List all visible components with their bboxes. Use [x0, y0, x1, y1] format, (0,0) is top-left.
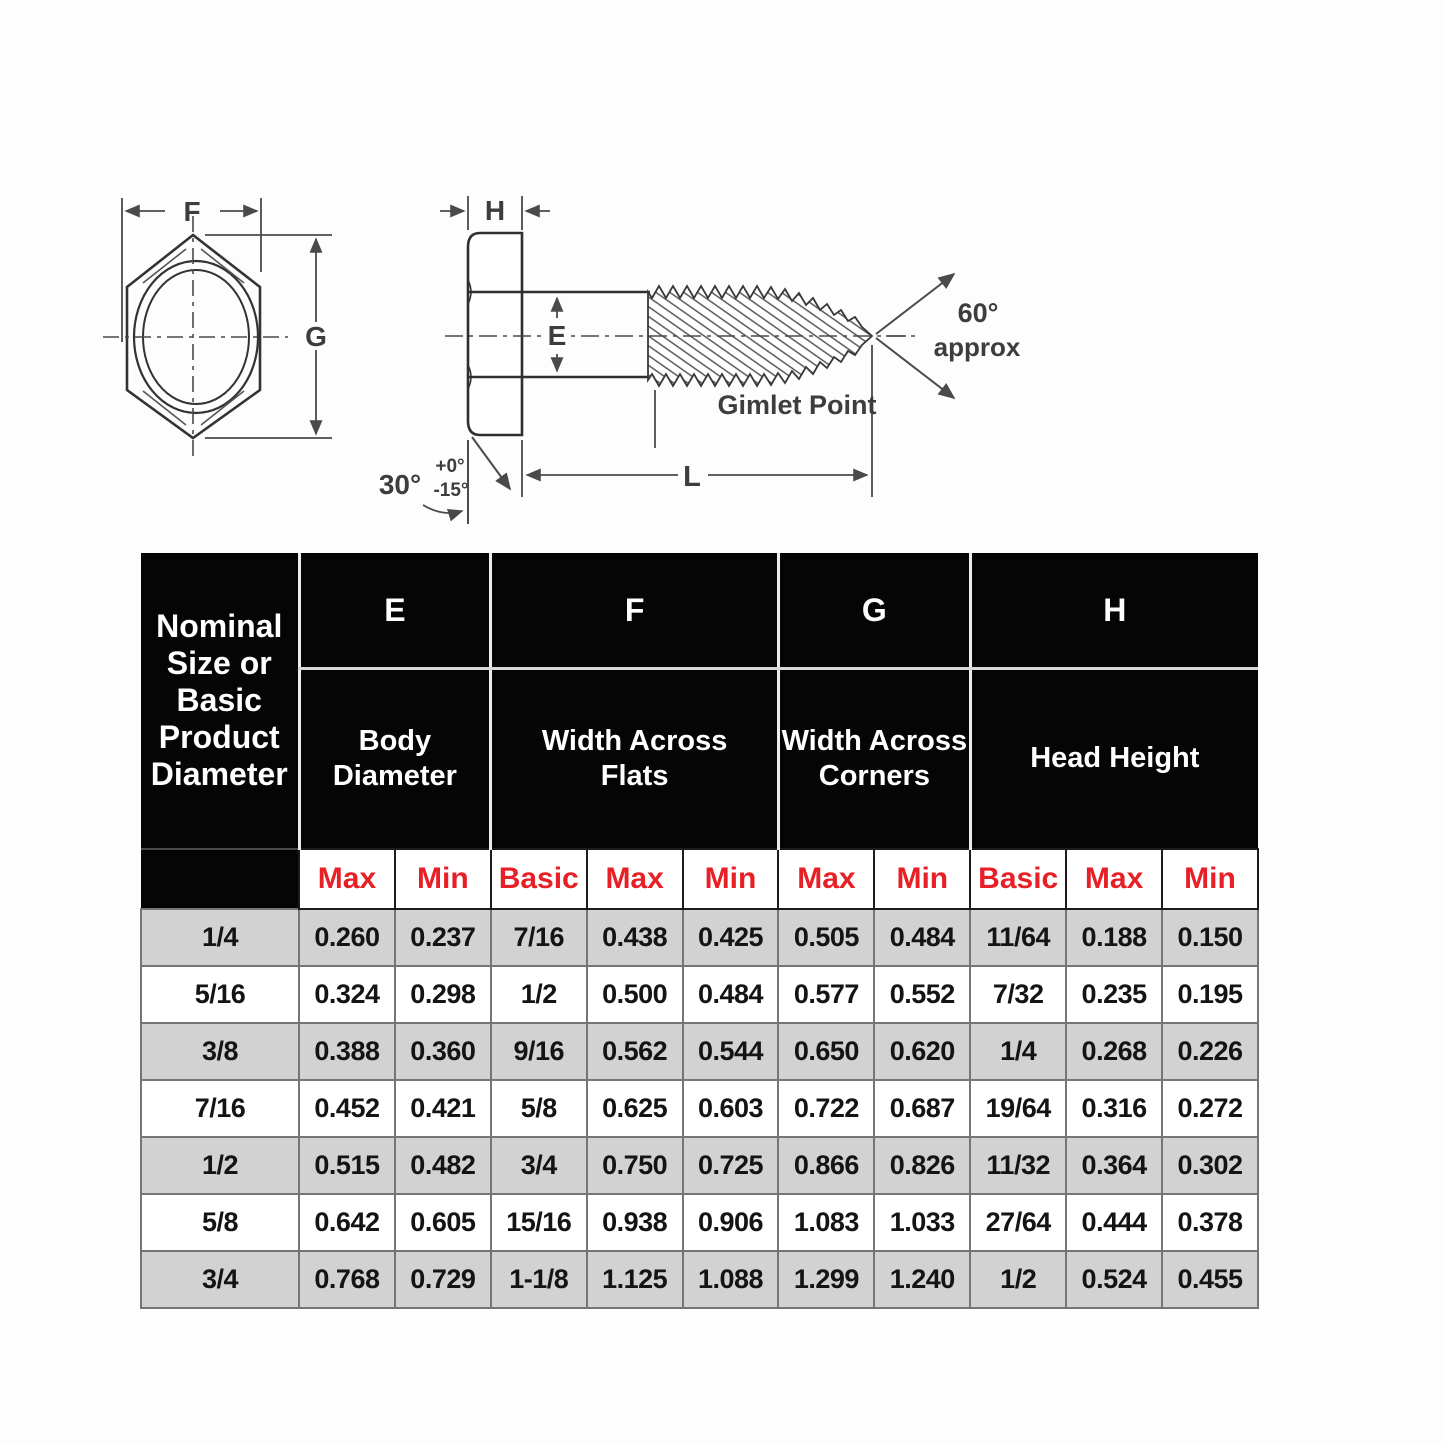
group-letter-h: H — [970, 553, 1258, 669]
dim-f-label: F — [183, 196, 201, 227]
value-cell: 0.515 — [299, 1137, 395, 1194]
size-cell: 1/4 — [141, 909, 299, 966]
value-cell: 0.906 — [683, 1194, 779, 1251]
value-cell: 0.725 — [683, 1137, 779, 1194]
chamfer-angle-label: 30° — [378, 469, 422, 500]
value-cell: 1/2 — [970, 1251, 1066, 1308]
value-cell: 0.484 — [874, 909, 970, 966]
value-cell: 0.237 — [395, 909, 491, 966]
dim-h-label: H — [484, 195, 506, 226]
value-cell: 0.455 — [1162, 1251, 1258, 1308]
value-cell: 0.500 — [587, 966, 683, 1023]
value-cell: 0.421 — [395, 1080, 491, 1137]
dim-g-label: G — [305, 321, 327, 352]
subheader-cell: Min — [395, 849, 491, 909]
value-cell: 0.826 — [874, 1137, 970, 1194]
value-cell: 1.299 — [778, 1251, 874, 1308]
point-angle-note: approx — [933, 332, 1021, 362]
value-cell: 7/32 — [970, 966, 1066, 1023]
value-cell: 11/64 — [970, 909, 1066, 966]
value-cell: 0.484 — [683, 966, 779, 1023]
value-cell: 0.603 — [683, 1080, 779, 1137]
value-cell: 0.150 — [1162, 909, 1258, 966]
value-cell: 7/16 — [491, 909, 587, 966]
value-cell: 0.302 — [1162, 1137, 1258, 1194]
corner-header — [141, 553, 299, 849]
hex-head-side-view — [468, 233, 522, 435]
value-cell: 0.452 — [299, 1080, 395, 1137]
subheader-cell: Min — [683, 849, 779, 909]
value-cell: 1-1/8 — [491, 1251, 587, 1308]
dim-e-label: E — [547, 320, 567, 351]
value-cell: 0.866 — [778, 1137, 874, 1194]
value-cell: 5/8 — [491, 1080, 587, 1137]
value-cell: 19/64 — [970, 1080, 1066, 1137]
value-cell: 0.298 — [395, 966, 491, 1023]
table-row — [141, 966, 1258, 1023]
size-cell: 3/8 — [141, 1023, 299, 1080]
chamfer-tol-plus: +0° — [435, 456, 465, 477]
value-cell: 0.650 — [778, 1023, 874, 1080]
value-cell: 0.750 — [587, 1137, 683, 1194]
value-cell: 0.272 — [1162, 1080, 1258, 1137]
value-cell: 0.577 — [778, 966, 874, 1023]
value-cell: 0.552 — [874, 966, 970, 1023]
value-cell: 0.195 — [1162, 966, 1258, 1023]
group-name-f — [491, 669, 779, 850]
value-cell: 1/2 — [491, 966, 587, 1023]
size-cell: 7/16 — [141, 1080, 299, 1137]
value-cell: 0.524 — [1066, 1251, 1162, 1308]
value-cell: 0.388 — [299, 1023, 395, 1080]
value-cell: 0.188 — [1066, 909, 1162, 966]
group-name-h — [970, 669, 1258, 850]
corner-header-label: Nominal Size or Basic Product Diameter — [150, 608, 288, 792]
dimension-table — [140, 553, 1259, 1309]
subheader-cell: Max — [587, 849, 683, 909]
value-cell: 0.938 — [587, 1194, 683, 1251]
value-cell: 1/4 — [970, 1023, 1066, 1080]
value-cell: 0.605 — [395, 1194, 491, 1251]
value-cell: 11/32 — [970, 1137, 1066, 1194]
group-name-g-label: Width Across Corners — [781, 724, 968, 792]
group-letter-e: E — [299, 553, 491, 669]
value-cell: 27/64 — [970, 1194, 1066, 1251]
size-cell: 1/2 — [141, 1137, 299, 1194]
value-cell: 0.438 — [587, 909, 683, 966]
value-cell: 0.235 — [1066, 966, 1162, 1023]
subheader-cell: Basic — [491, 849, 587, 909]
value-cell: 0.226 — [1162, 1023, 1258, 1080]
group-name-e-label: Body Diameter — [332, 724, 457, 792]
dim-l-label: L — [683, 461, 701, 493]
value-cell: 0.268 — [1066, 1023, 1162, 1080]
value-cell: 0.360 — [395, 1023, 491, 1080]
value-cell: 0.722 — [778, 1080, 874, 1137]
table-row — [141, 1080, 1258, 1137]
gimlet-point-label: Gimlet Point — [717, 390, 877, 420]
value-cell: 0.505 — [778, 909, 874, 966]
table-body — [141, 909, 1258, 1308]
value-cell: 1.088 — [683, 1251, 779, 1308]
value-cell: 0.562 — [587, 1023, 683, 1080]
value-cell: 9/16 — [491, 1023, 587, 1080]
size-cell: 5/16 — [141, 966, 299, 1023]
group-letter-f: F — [491, 553, 779, 669]
value-cell: 1.033 — [874, 1194, 970, 1251]
size-cell: 3/4 — [141, 1251, 299, 1308]
value-cell: 0.324 — [299, 966, 395, 1023]
corner-filler-cell — [141, 849, 299, 909]
subheader-cell: Max — [1066, 849, 1162, 909]
value-cell: 0.444 — [1066, 1194, 1162, 1251]
group-name-g — [778, 669, 970, 850]
value-cell: 0.625 — [587, 1080, 683, 1137]
lag-screw-diagram — [0, 150, 1445, 555]
group-letter-g: G — [778, 553, 970, 669]
subheader-cell: Max — [778, 849, 874, 909]
value-cell: 0.364 — [1066, 1137, 1162, 1194]
value-cell: 15/16 — [491, 1194, 587, 1251]
size-cell: 5/8 — [141, 1194, 299, 1251]
value-cell: 0.620 — [874, 1023, 970, 1080]
group-name-f-label: Width Across Flats — [541, 724, 728, 792]
value-cell: 1.240 — [874, 1251, 970, 1308]
value-cell: 0.316 — [1066, 1080, 1162, 1137]
group-name-h-label: Head Height — [1030, 742, 1200, 775]
value-cell: 0.642 — [299, 1194, 395, 1251]
value-cell: 0.260 — [299, 909, 395, 966]
table-row — [141, 1023, 1258, 1080]
subheader-cell: Min — [1162, 849, 1258, 909]
value-cell: 0.425 — [683, 909, 779, 966]
value-cell: 0.544 — [683, 1023, 779, 1080]
value-cell: 0.768 — [299, 1251, 395, 1308]
point-angle-label: 60° — [957, 298, 999, 328]
subheader-cell: Basic — [970, 849, 1066, 909]
subheader-cell: Max — [299, 849, 395, 909]
chamfer-tol-minus: -15° — [433, 480, 469, 501]
table-row — [141, 1194, 1258, 1251]
value-cell: 1.125 — [587, 1251, 683, 1308]
table-row — [141, 1137, 1258, 1194]
value-cell: 0.378 — [1162, 1194, 1258, 1251]
table-row — [141, 909, 1258, 966]
group-name-e — [299, 669, 491, 850]
shank-body — [522, 292, 650, 377]
value-cell: 0.729 — [395, 1251, 491, 1308]
value-cell: 1.083 — [778, 1194, 874, 1251]
subheader-cell: Min — [874, 849, 970, 909]
value-cell: 0.482 — [395, 1137, 491, 1194]
value-cell: 0.687 — [874, 1080, 970, 1137]
value-cell: 3/4 — [491, 1137, 587, 1194]
table-row — [141, 1251, 1258, 1308]
